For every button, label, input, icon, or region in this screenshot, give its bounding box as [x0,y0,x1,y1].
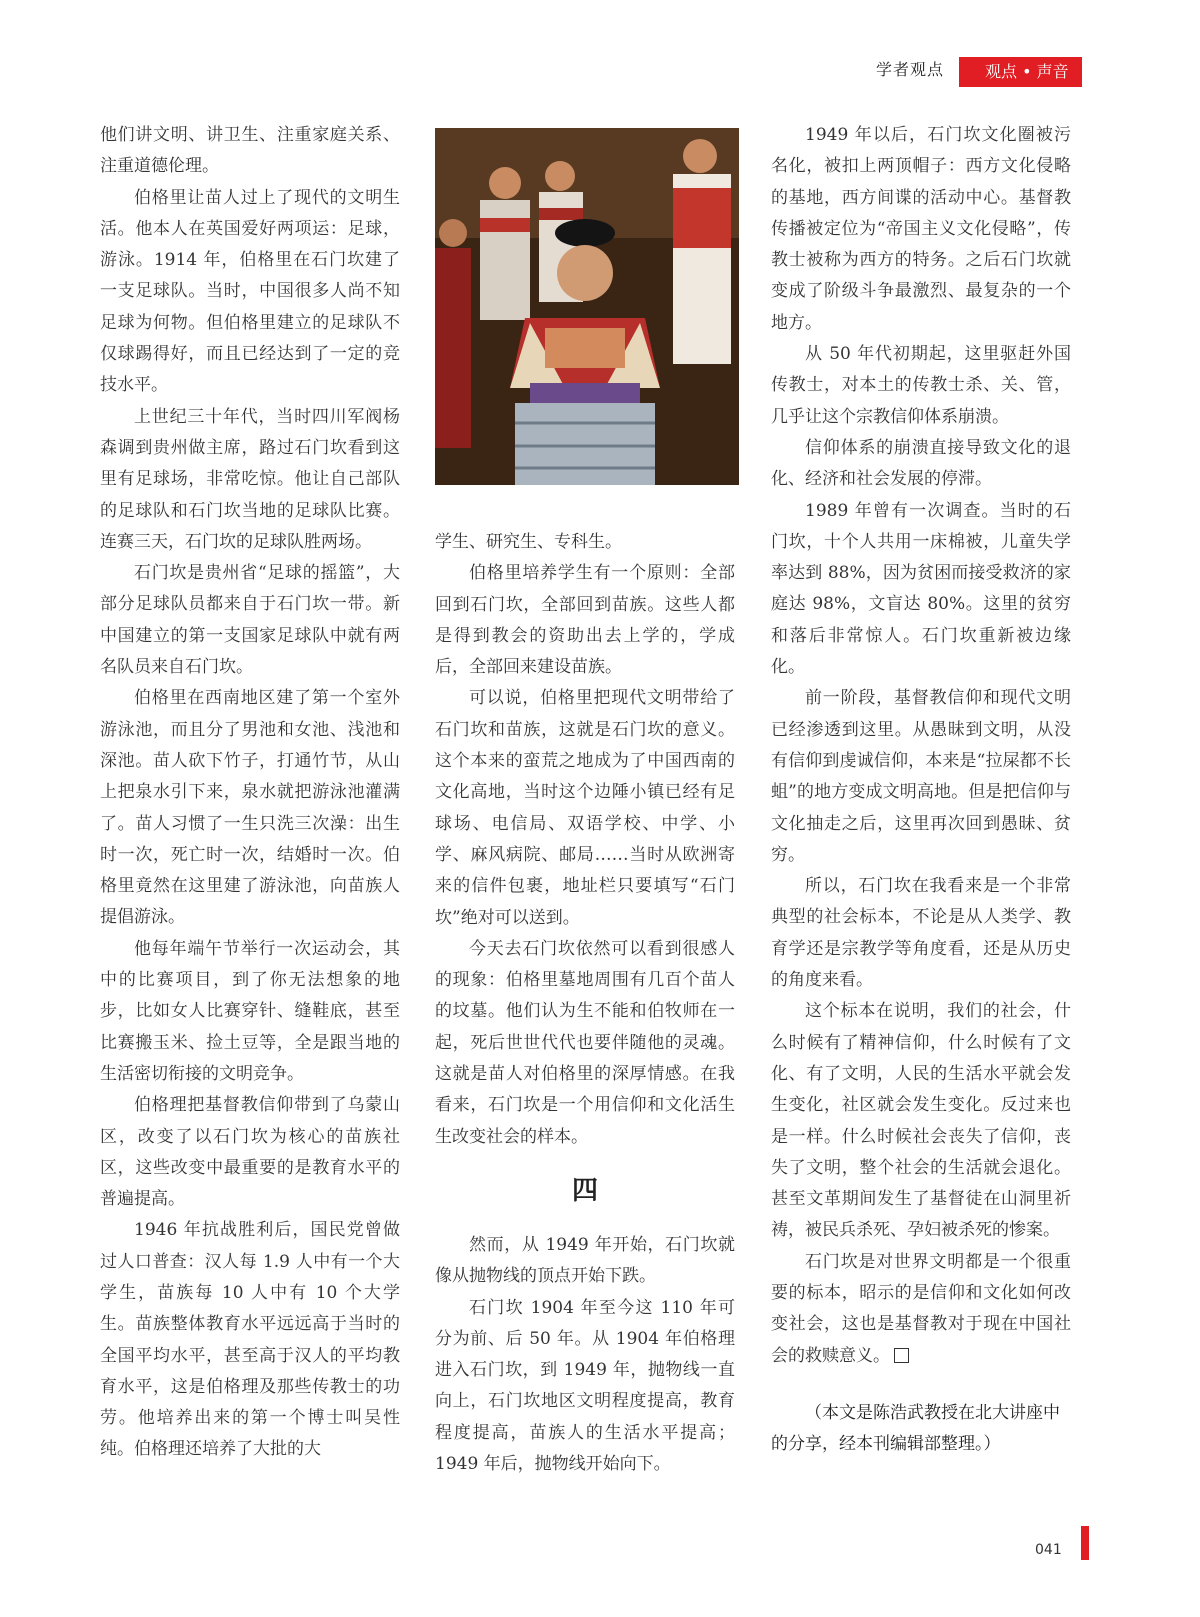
paragraph: 前一阶段，基督教信仰和现代文明已经渗透到这里。从愚昧到文明，从没有信仰到虔诚信仰，本来是“拉屎都不长蛆”的地方变成文明高地。但是把信仰与文化抽走之后，这里再次回到愚昧、贫穷。 [771,688,1071,865]
text-column-middle [435,527,735,1480]
paragraph: 1946 年抗战胜利后，国民党曾做过人口普查：汉人每 1.9 人中有一个大学生，苗族每 10 人中有 10 个大学生。苗族整体教育水平远远高于当时的全国平均水平，甚至高于汉人的平均教育水平，这是伯格理及那些传教士的功劳。他培养出来的第一个博士叫吴性纯。伯格理还培养了大批的大 [100,1220,400,1460]
paragraph: 石门坎 1904 年至今这 110 年可分为前、后 50 年。从 1904 年伯格理进入石门坎，到 1949 年，抛物线一直向上，石门坎地区文明程度提高，教育程度提高，苗族人的生活水平提高；1949 年后，抛物线开始向下。 [435,1297,735,1475]
paragraph: 学生、研究生、专科生。 [435,532,622,552]
paragraph: 然而，从 1949 年开始，石门坎就像从抛物线的顶点开始下跌。 [435,1234,735,1287]
paragraph: 可以说，伯格里把现代文明带给了石门坎和苗族，这就是石门坎的意义。这个本来的蛮荒之地成为了中国西南的文化高地，当时这个边陲小镇已经有足球场、电信局、双语学校、中学、小学、麻风病院、邮局……当时从欧洲寄来的信件包裹，地址栏只要填写“石门坎”绝对可以送到。 [435,688,735,928]
photo-illustration [435,128,739,485]
paragraph: 伯格里在西南地区建了第一个室外游泳池，而且分了男池和女池、浅池和深池。苗人砍下竹子，打通竹节，从山上把泉水引下来，泉水就把游泳池灌满了。苗人习惯了一生只洗三次澡：出生时一次，死亡时一次，结婚时一次。伯格里竟然在这里建了游泳池，向苗族人提倡游泳。 [100,688,400,928]
paragraph: 从 50 年代初期起，这里驱赶外国传教士，对本土的传教士杀、关、管，几乎让这个宗教信仰体系崩溃。 [771,344,1071,427]
performance-photo [435,128,739,485]
paragraph: 这个标本在说明，我们的社会，什么时候有了精神信仰，什么时候有了文化、有了文明，人民的生活水平就会发生变化，社区就会发生变化。反过来也是一样。什么时候社会丧失了信仰，丧失了文明，整个社会的生活就会退化。甚至文革期间发生了基督徒在山洞里祈祷，被民兵杀死、孕妇被杀死的惨案。 [771,1001,1071,1241]
end-mark-icon [894,1348,909,1363]
column-tag: 观点 • 声音 [959,57,1082,87]
page-marker-bar [1081,1526,1089,1560]
paragraph: 所以，石门坎在我看来是一个非常典型的社会标本，不论是从人类学、教育学还是宗教学等角度看，还是从历史的角度来看。 [771,876,1071,991]
paragraph: 上世纪三十年代，当时四川军阀杨森调到贵州做主席，路过石门坎看到这里有足球场，非常吃惊。他让自己部队的足球队和石门坎当地的足球队比赛。连赛三天，石门坎的足球队胜两场。 [100,406,400,552]
paragraph: 他们讲文明、讲卫生、注重家庭关系、注重道德伦理。 [100,125,400,177]
paragraph: 伯格里让苗人过上了现代的文明生活。他本人在英国爱好两项运：足球，游泳。1914 年，伯格里在石门坎建了一支足球队。当时，中国很多人尚不知足球为何物。但伯格里建立的足球队不仅球踢得好，而且已经达到了一定的竞技水平。 [100,187,400,396]
paragraph: 1949 年以后，石门坎文化圈被污名化，被扣上两顶帽子：西方文化侵略的基地，西方间谍的活动中心。基督教传播被定位为“帝国主义文化侵略”，传教士被称为西方的特务。之后石门坎就变成了阶级斗争最激烈、最复杂的一个地方。 [771,125,1071,333]
paragraph-text: 石门坎是对世界文明都是一个很重要的标本，昭示的是信仰和文化如何改变社会，这也是基督教对于现在中国社会的救赎意义。 [771,1251,1071,1366]
text-column-left [100,120,400,1466]
paragraph: 石门坎是贵州省“足球的摇篮”，大部分足球队员都来自于石门坎一带。新中国建立的第一支国家足球队中就有两名队员来自石门坎。 [100,563,400,678]
text-column-right [771,120,1071,1460]
page-number: 041 [1035,1542,1062,1558]
section-label: 学者观点 [876,60,945,79]
paragraph: 今天去石门坎依然可以看到很感人的现象：伯格里墓地周围有几百个苗人的坟墓。他们认为生不能和伯牧师在一起，死后世世代代也要伴随他的灵魂。这就是苗人对伯格里的深厚情感。在我看来，石门坎是一个用信仰和文化活生生改变社会的样本。 [435,938,735,1147]
paragraph: 伯格理把基督教信仰带到了乌蒙山区，改变了以石门坎为核心的苗族社区，这些改变中最重要的是教育水平的普遍提高。 [100,1095,400,1210]
paragraph-last [771,1247,1071,1372]
section-heading: 四 [571,1175,598,1206]
paragraph: 他每年端午节举行一次运动会，其中的比赛项目，到了你无法想象的地步，比如女人比赛穿针、缝鞋底，甚至比赛搬玉米、捡土豆等，全是跟当地的生活密切衔接的文明竞争。 [100,938,400,1084]
background-singer [435,219,471,448]
editor-note: （本文是陈浩武教授在北大讲座中的分享，经本刊编辑部整理。） [771,1402,1060,1454]
paragraph: 1989 年曾有一次调查。当时的石门坎，十个人共用一床棉被，儿童失学率达到 88%，因为贫困而接受救济的家庭达 98%，文盲达 80%。这里的贫穷和落后非常惊人。石门坎重新被边缘化。 [771,500,1071,678]
paragraph: 信仰体系的崩溃直接导致文化的退化、经济和社会发展的停滞。 [771,437,1071,490]
paragraph: 伯格里培养学生有一个原则：全部回到石门坎，全部回到苗族。这些人都是得到教会的资助出去上学的，学成后，全部回来建设苗族。 [435,563,735,678]
